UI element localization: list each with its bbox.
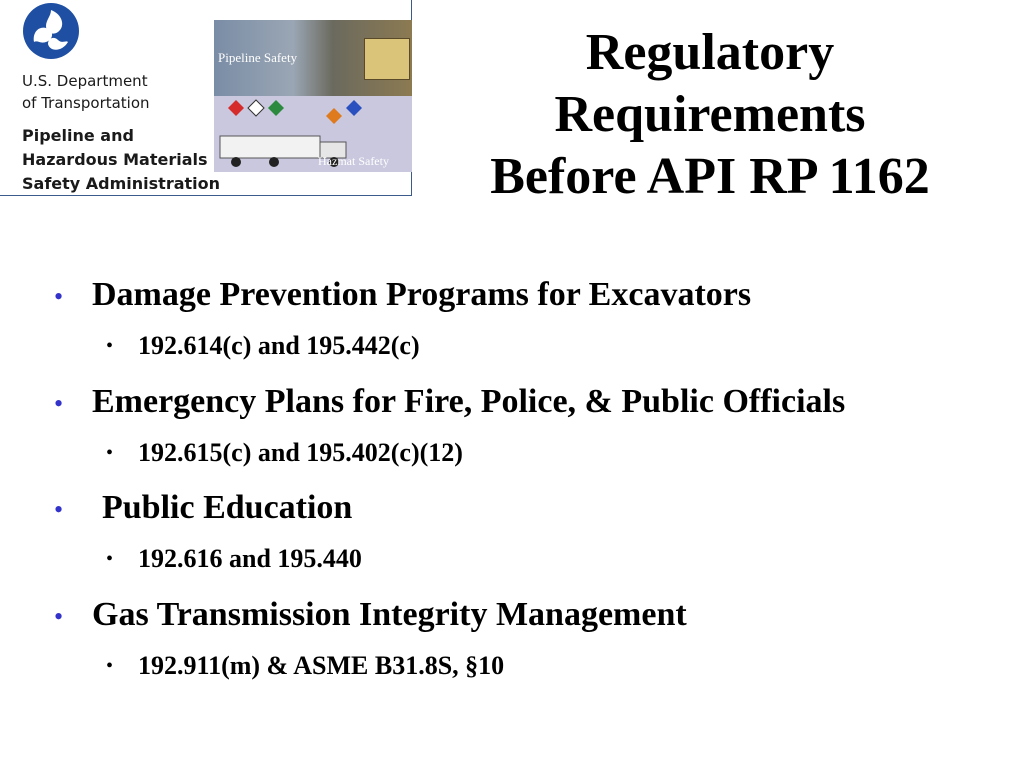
- bullet-icon: •: [54, 282, 64, 311]
- sub-bullet-icon: •: [106, 335, 114, 357]
- sub-bullet-item: 192.614(c) and 195.442(c): [138, 331, 420, 360]
- department-name-line1: U.S. Department: [22, 72, 148, 90]
- title-line1: Regulatory: [585, 24, 835, 81]
- bullet-icon: •: [54, 602, 64, 631]
- pipeline-safety-label: Pipeline Safety: [218, 50, 298, 65]
- bullet-item: Damage Prevention Programs for Excavators: [92, 276, 752, 313]
- department-name-line2: of Transportation: [22, 94, 150, 112]
- bullet-icon: •: [54, 389, 64, 418]
- agency-name-line1: Pipeline and: [22, 126, 134, 145]
- sub-bullet-icon: •: [106, 548, 114, 570]
- bullet-item: Emergency Plans for Fire, Police, & Public Officials: [92, 383, 846, 420]
- agency-name-line3: Safety Administration: [22, 174, 221, 193]
- title-line3: Before API RP 1162: [490, 148, 930, 205]
- sub-bullet-icon: •: [106, 442, 114, 464]
- sub-bullet-item: 192.911(m) & ASME B31.8S, §10: [138, 651, 505, 680]
- sub-bullet-item: 192.616 and 195.440: [138, 544, 362, 573]
- hazmat-safety-label: Hazmat Safety: [318, 154, 389, 168]
- title-line2: Requirements: [554, 86, 866, 143]
- bullet-item: Public Education: [102, 489, 353, 526]
- bullet-item: Gas Transmission Integrity Management: [92, 596, 687, 633]
- agency-name-line2: Hazardous Materials: [22, 150, 208, 169]
- sub-bullet-item: 192.615(c) and 195.402(c)(12): [138, 438, 463, 467]
- bullet-icon: •: [54, 495, 64, 524]
- sub-bullet-icon: •: [106, 655, 114, 677]
